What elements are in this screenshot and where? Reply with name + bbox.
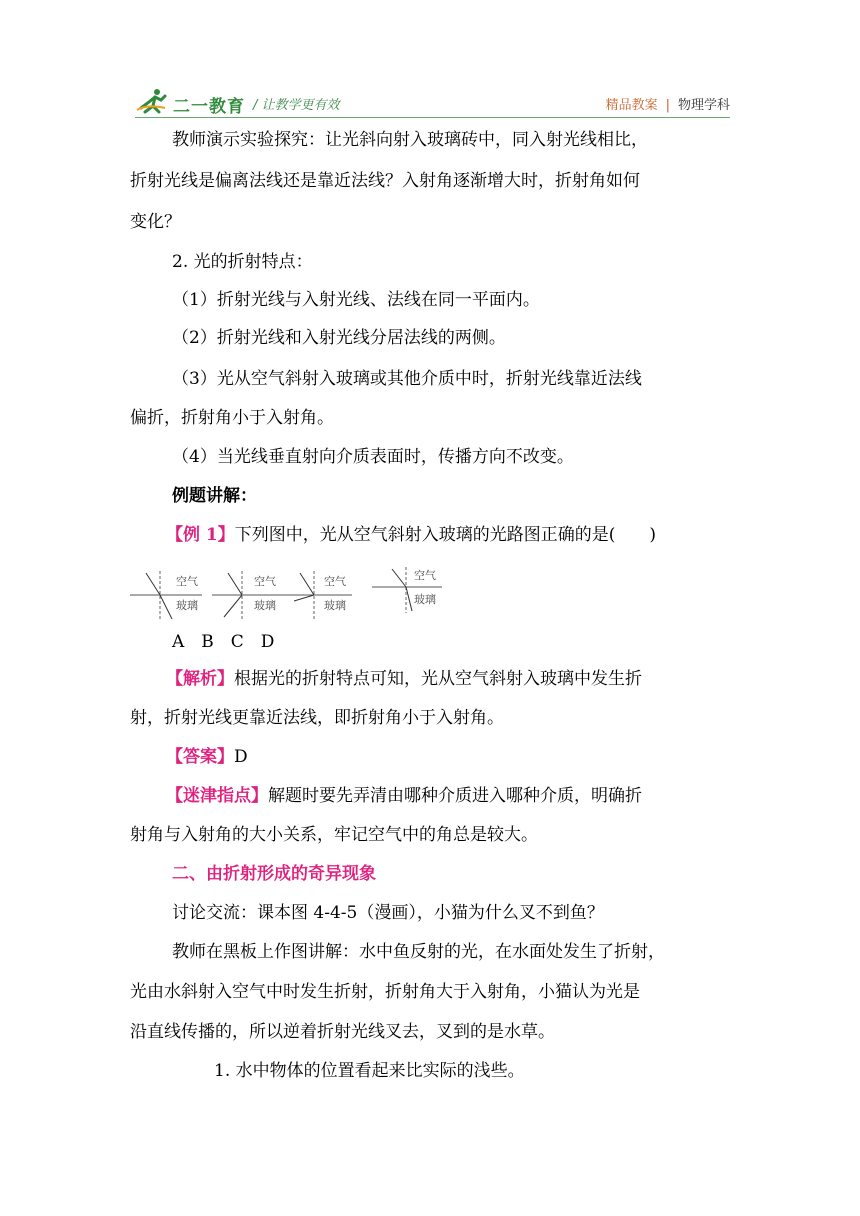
answer-line: [166, 747, 248, 767]
fig-label-glass: 玻璃: [254, 599, 276, 612]
paragraph-line: 2. 光的折射特点：: [172, 252, 313, 272]
analysis-text: 根据光的折射特点可知，光从空气斜射入玻璃中发生折: [234, 669, 642, 689]
fig-label-air: 空气: [414, 569, 436, 582]
paragraph-line: 教师演示实验探究：让光斜向射入玻璃砖中，同入射光线相比，: [172, 130, 648, 150]
diagram-c: [282, 571, 352, 621]
analysis-tag: 【解析】: [166, 669, 234, 689]
point-line: 1. 水中物体的位置看起来比实际的浅些。: [214, 1061, 525, 1081]
paragraph-line: 折射光线是偏离法线还是靠近法线？入射角逐渐增大时，折射角如何: [130, 171, 640, 191]
header-divider: [135, 117, 730, 118]
analysis-line: 射，折射光线更靠近法线，即折射角小于入射角。: [130, 708, 504, 728]
example-text: 下列图中，光从空气斜射入玻璃的光路图正确的是( ): [234, 525, 657, 545]
category-label: 精品教案: [605, 98, 658, 113]
brand-name: 二一教育: [173, 97, 245, 117]
example-tag: 【例 1】: [166, 525, 235, 545]
section-title: 二、由折射形成的奇异现象: [172, 864, 376, 884]
answer-tag: 【答案】: [166, 747, 234, 767]
header-separator: |: [665, 98, 670, 113]
paragraph-line: 教师在黑板上作图讲解：水中鱼反射的光，在水面处发生了折射，: [172, 942, 665, 962]
paragraph-line: （1）折射光线与入射光线、法线在同一平面内。: [172, 290, 540, 310]
tip-line: [166, 786, 642, 806]
tip-text: 解题时要先弄清由哪种介质进入哪种介质，明确折: [268, 786, 642, 806]
fig-label-air: 空气: [176, 575, 198, 588]
runner-logo-icon: [135, 88, 171, 116]
page-header: [135, 88, 730, 118]
paragraph-line: （3）光从空气斜射入玻璃或其他介质中时，折射光线靠近法线: [172, 369, 642, 389]
answer-value: D: [234, 747, 248, 767]
fig-label-glass: 玻璃: [324, 599, 346, 612]
fig-label-glass: 玻璃: [414, 593, 436, 606]
answer-options: A B C D: [172, 632, 275, 652]
paragraph-line: 偏折，折射角小于入射角。: [130, 408, 334, 428]
refraction-diagrams: [130, 565, 450, 625]
subject-label: 物理学科: [677, 98, 730, 113]
paragraph-line: （4）当光线垂直射向介质表面时，传播方向不改变。: [172, 447, 574, 467]
fig-label-air: 空气: [254, 575, 276, 588]
paragraph-line: 变化？: [130, 212, 181, 232]
paragraph-line: （2）折射光线和入射光线分居法线的两侧。: [172, 328, 506, 348]
analysis-line: [166, 669, 642, 689]
example-question: [166, 525, 656, 545]
discussion-line: 讨论交流：课本图 4-4-5（漫画），小猫为什么叉不到鱼？: [172, 903, 604, 923]
header-category: [606, 94, 730, 113]
diagram-d: [372, 567, 442, 613]
fig-label-air: 空气: [324, 575, 346, 588]
brand-slogan: / 让教学更有效: [253, 98, 340, 113]
tip-tag: 【迷津指点】: [166, 786, 268, 806]
paragraph-line: 沿直线传播的，所以逆着折射光线叉去，叉到的是水草。: [130, 1022, 555, 1042]
example-heading: 例题讲解：: [172, 486, 257, 506]
diagram-b: [212, 571, 282, 621]
fig-label-glass: 玻璃: [176, 599, 198, 612]
tip-line: 射角与入射角的大小关系，牢记空气中的角总是较大。: [130, 825, 538, 845]
diagram-a: [130, 571, 202, 621]
paragraph-line: 光由水斜射入空气中时发生折射，折射角大于入射角，小猫认为光是: [130, 982, 640, 1002]
